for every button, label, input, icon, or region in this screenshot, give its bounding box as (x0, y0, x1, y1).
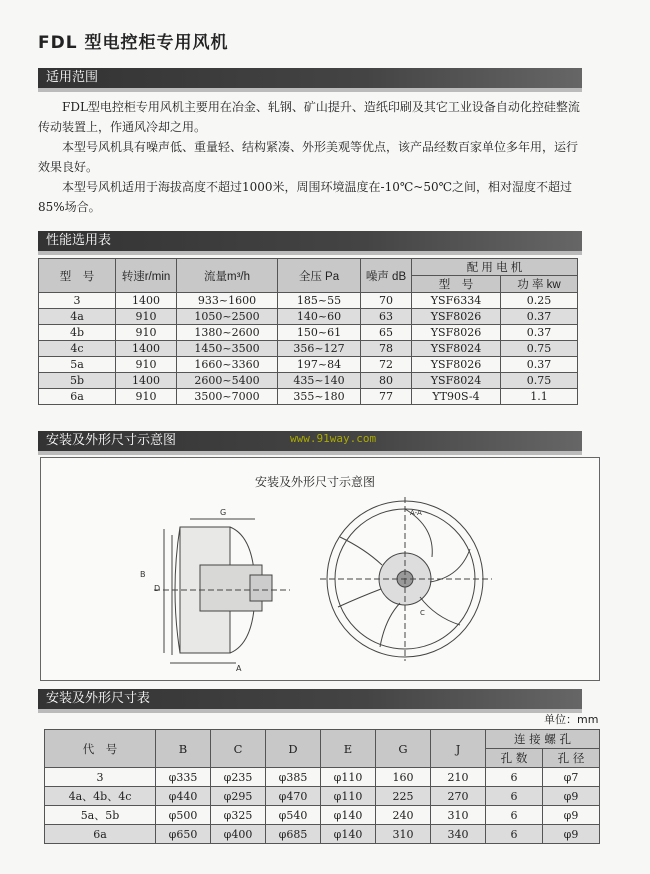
table-cell: φ140 (321, 825, 376, 844)
performance-row (39, 325, 578, 341)
table-cell: φ685 (266, 825, 321, 844)
performance-row (39, 293, 578, 309)
scope-paragraph-3: 本型号风机适用于海拔高度不超过1000米，周围环境温度在-10℃~50℃之间，相对湿度不超过85%场合。 (38, 180, 573, 214)
label-a: A (236, 664, 242, 673)
table-cell: 240 (376, 806, 431, 825)
blade-4 (380, 603, 400, 647)
table-cell: φ400 (211, 825, 266, 844)
table-cell: YT90S-4 (412, 389, 501, 405)
label-aa: A-A (410, 509, 422, 517)
table-cell: 0.75 (501, 341, 578, 357)
table-cell: 1050~2500 (177, 309, 278, 325)
header-j: J (431, 730, 486, 768)
table-cell: 910 (116, 325, 177, 341)
table-cell: 6a (45, 825, 156, 844)
table-cell: 4b (39, 325, 116, 341)
header-motor-power: 功 率 kw (501, 276, 578, 293)
section-header-install: 安装及外形尺寸示意图 (38, 431, 582, 451)
table-cell: 0.75 (501, 373, 578, 389)
blade-3 (420, 597, 460, 625)
table-cell: 2600~5400 (177, 373, 278, 389)
unit-label: 单位：mm (544, 713, 599, 726)
header-flow: 流量m³/h (177, 259, 278, 293)
table-cell: 355~180 (278, 389, 361, 405)
header-e: E (321, 730, 376, 768)
header-motor-model: 型 号 (412, 276, 501, 293)
performance-row (39, 357, 578, 373)
table-cell: 6 (486, 825, 543, 844)
diagram-title: 安装及外形尺寸示意图 (255, 475, 376, 489)
table-cell: 6 (486, 787, 543, 806)
table-cell: φ235 (211, 768, 266, 787)
table-cell: φ295 (211, 787, 266, 806)
dimension-row (45, 768, 600, 787)
table-cell: 197~84 (278, 357, 361, 373)
table-cell: φ9 (543, 825, 600, 844)
table-cell: 6 (486, 768, 543, 787)
performance-row (39, 309, 578, 325)
table-cell: 70 (361, 293, 412, 309)
header-c: C (211, 730, 266, 768)
scope-paragraph-1: FDL型电控柜专用风机主要用在冶金、轧钢、矿山提升、造纸印刷及其它工业设备自动化控硅整流传动装置上，作通风冷却之用。 (38, 100, 580, 134)
header-noise: 噪声 dB (361, 259, 412, 293)
table-cell: 77 (361, 389, 412, 405)
table-cell: 80 (361, 373, 412, 389)
table-cell: 225 (376, 787, 431, 806)
table-cell: YSF6334 (412, 293, 501, 309)
table-cell: 4a、4b、4c (45, 787, 156, 806)
section-header-scope: 适用范围 (38, 68, 582, 88)
header-code: 代 号 (45, 730, 156, 768)
dimension-row (45, 787, 600, 806)
table-cell: 72 (361, 357, 412, 373)
section-header-dimensions: 安装及外形尺寸表 (38, 689, 582, 709)
table-cell: 140~60 (278, 309, 361, 325)
table-cell: 63 (361, 309, 412, 325)
header-hole-count: 孔 数 (486, 749, 543, 768)
dimension-row (45, 825, 600, 844)
table-cell: 340 (431, 825, 486, 844)
performance-row (39, 373, 578, 389)
label-c: C (420, 609, 425, 617)
header-d: D (266, 730, 321, 768)
table-cell: 1660~3360 (177, 357, 278, 373)
table-cell: 185~55 (278, 293, 361, 309)
table-cell: φ9 (543, 806, 600, 825)
table-cell: 5a、5b (45, 806, 156, 825)
table-cell: φ325 (211, 806, 266, 825)
header-motor: 配 用 电 机 (412, 259, 578, 276)
watermark: www.91way.com (290, 432, 377, 445)
table-cell: 1400 (116, 293, 177, 309)
table-cell: φ385 (266, 768, 321, 787)
table-cell: φ110 (321, 768, 376, 787)
table-cell: φ470 (266, 787, 321, 806)
table-cell: 270 (431, 787, 486, 806)
table-cell: 0.25 (501, 293, 578, 309)
table-cell: φ540 (266, 806, 321, 825)
dimension-row (45, 806, 600, 825)
scope-paragraph-2: 本型号风机具有噪声低、重量轻、结构紧凑、外形美观等优点，该产品经数百家单位多年用，运行效果良好。 (38, 140, 579, 174)
table-cell: 435~140 (278, 373, 361, 389)
table-cell: 78 (361, 341, 412, 357)
table-cell: 310 (431, 806, 486, 825)
header-g: G (376, 730, 431, 768)
table-cell: 5a (39, 357, 116, 373)
table-cell: 6a (39, 389, 116, 405)
table-cell: 3 (45, 768, 156, 787)
table-cell: 0.37 (501, 325, 578, 341)
table-cell: 910 (116, 389, 177, 405)
table-cell: 910 (116, 309, 177, 325)
table-cell: φ440 (156, 787, 211, 806)
header-pressure: 全压 Pa (278, 259, 361, 293)
performance-row (39, 389, 578, 405)
section-header-performance: 性能选用表 (38, 231, 582, 251)
table-cell: 1.1 (501, 389, 578, 405)
header-hole-dia: 孔 径 (543, 749, 600, 768)
table-cell: YSF8024 (412, 373, 501, 389)
table-cell: 3500~7000 (177, 389, 278, 405)
table-cell: φ110 (321, 787, 376, 806)
side-motor (250, 575, 272, 601)
header-bolt: 连 接 螺 孔 (486, 730, 600, 749)
table-cell: 3 (39, 293, 116, 309)
table-cell: YSF8026 (412, 357, 501, 373)
table-cell: φ500 (156, 806, 211, 825)
table-cell: φ9 (543, 787, 600, 806)
table-cell: YSF8024 (412, 341, 501, 357)
label-b: B (140, 570, 146, 579)
table-cell: φ140 (321, 806, 376, 825)
table-cell: 1400 (116, 341, 177, 357)
header-speed: 转速r/min (116, 259, 177, 293)
scope-text (38, 97, 586, 217)
table-cell: 65 (361, 325, 412, 341)
table-cell: 0.37 (501, 357, 578, 373)
table-cell: 910 (116, 357, 177, 373)
table-cell: 1380~2600 (177, 325, 278, 341)
header-b: B (156, 730, 211, 768)
table-cell: 150~61 (278, 325, 361, 341)
table-cell: φ335 (156, 768, 211, 787)
table-cell: 4c (39, 341, 116, 357)
table-cell: 4a (39, 309, 116, 325)
blade-2 (430, 549, 470, 582)
table-cell: 160 (376, 768, 431, 787)
table-cell: φ7 (543, 768, 600, 787)
table-cell: 6 (486, 806, 543, 825)
table-cell: 1400 (116, 373, 177, 389)
blade-5 (338, 589, 381, 607)
page-title: FDL 型电控柜专用风机 (38, 33, 229, 53)
table-cell: 5b (39, 373, 116, 389)
header-model: 型 号 (39, 259, 116, 293)
label-g: G (220, 508, 227, 517)
table-cell: YSF8026 (412, 309, 501, 325)
table-cell: 210 (431, 768, 486, 787)
table-cell: 933~1600 (177, 293, 278, 309)
table-cell: 310 (376, 825, 431, 844)
table-cell: 1450~3500 (177, 341, 278, 357)
label-d: D (154, 584, 161, 593)
table-cell: 356~127 (278, 341, 361, 357)
table-cell: 0.37 (501, 309, 578, 325)
performance-row (39, 341, 578, 357)
table-cell: YSF8026 (412, 325, 501, 341)
dimension-table (44, 729, 600, 844)
fan-diagram (40, 457, 598, 679)
table-cell: φ650 (156, 825, 211, 844)
performance-table (38, 258, 578, 405)
